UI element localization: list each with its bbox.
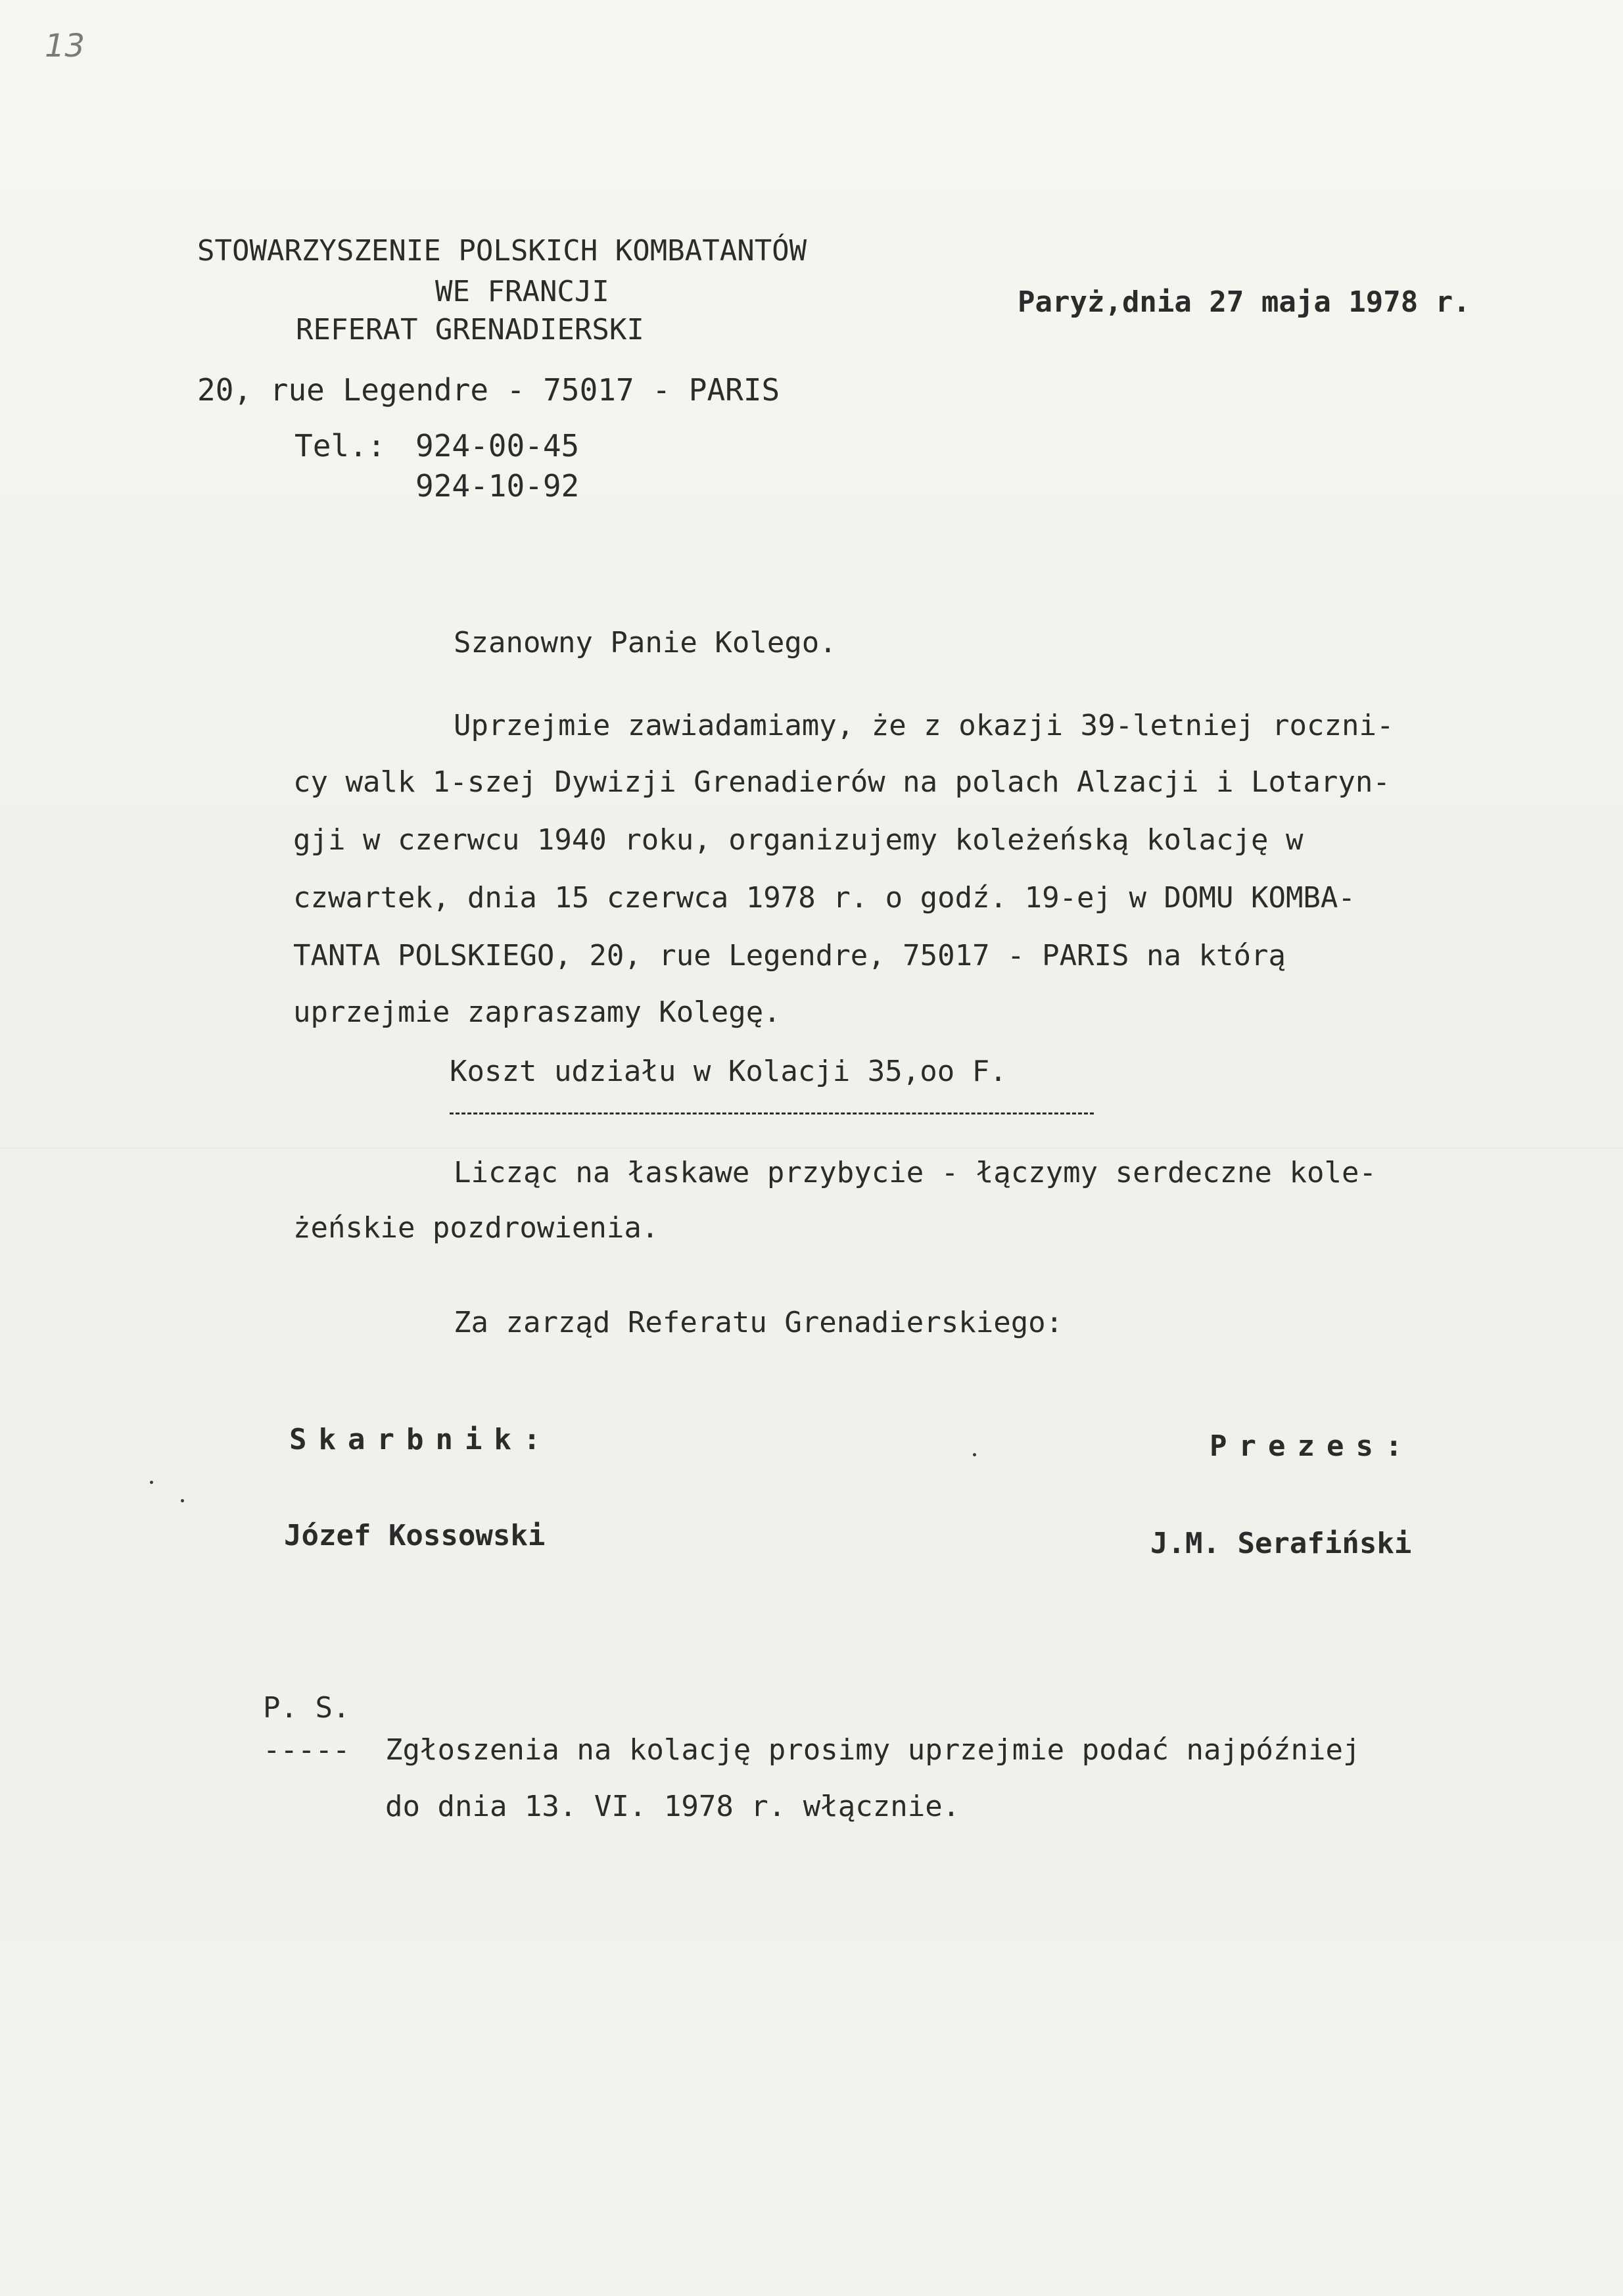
- body-line: czwartek, dnia 15 czerwca 1978 r. o godź. 19-ej w DOMU KOMBA-: [293, 881, 1355, 915]
- ps-label: P. S.: [263, 1691, 350, 1725]
- ps-line2: do dnia 13. VI. 1978 r. włącznie.: [385, 1790, 960, 1823]
- org-name-line3: REFERAT GRENADIERSKI: [296, 313, 644, 347]
- president-title: Prezes:: [1210, 1429, 1415, 1463]
- body-line: żeńskie pozdrowienia.: [293, 1211, 659, 1245]
- closing-line: Za zarząd Referatu Grenadierskiego:: [454, 1306, 1064, 1339]
- treasurer-title: Skarbnik:: [289, 1423, 553, 1456]
- ps-line1: Zgłoszenia na kolację prosimy uprzejmie podać najpóźniej: [385, 1733, 1361, 1767]
- org-address: 20, rue Legendre - 75017 - PARIS: [197, 372, 780, 408]
- treasurer-name: Józef Kossowski: [284, 1519, 546, 1552]
- tel-label: Tel.:: [294, 428, 386, 464]
- ink-speck: [150, 1481, 153, 1484]
- ink-speck: [181, 1499, 184, 1502]
- paper-fold: [0, 1147, 1623, 1149]
- body-line: TANTA POLSKIEGO, 20, rue Legendre, 75017 - PARIS na którą: [293, 939, 1286, 972]
- tel-number-2: 924-10-92: [415, 468, 580, 504]
- tel-number-1: 924-00-45: [415, 428, 580, 464]
- ps-dashes: -----: [263, 1733, 350, 1767]
- letter-date: Paryż,dnia 27 maja 1978 r.: [1018, 285, 1470, 319]
- body-line: cy walk 1-szej Dywizji Grenadierów na polach Alzacji i Lotaryn-: [293, 765, 1390, 799]
- cost-line: Koszt udziału w Kolacji 35,oo F.: [450, 1055, 1007, 1088]
- body-line: uprzejmie zapraszamy Kolegę.: [293, 995, 781, 1029]
- body-line: Uprzejmie zawiadamiamy, że z okazji 39-letniej roczni-: [454, 709, 1394, 742]
- body-line: Licząc na łaskawe przybycie - łączymy serdeczne kole-: [454, 1156, 1376, 1189]
- salutation: Szanowny Panie Kolego.: [454, 626, 837, 659]
- org-name-line2: WE FRANCJI: [435, 275, 609, 308]
- body-line: gji w czerwcu 1940 roku, organizujemy koleżeńską kolację w: [293, 823, 1304, 857]
- ink-speck: [973, 1453, 976, 1456]
- archive-number: 13: [45, 28, 85, 64]
- org-name-line1: STOWARZYSZENIE POLSKICH KOMBATANTÓW: [197, 234, 807, 268]
- president-name: J.M. Serafiński: [1150, 1527, 1412, 1560]
- cost-underline: [450, 1112, 1094, 1114]
